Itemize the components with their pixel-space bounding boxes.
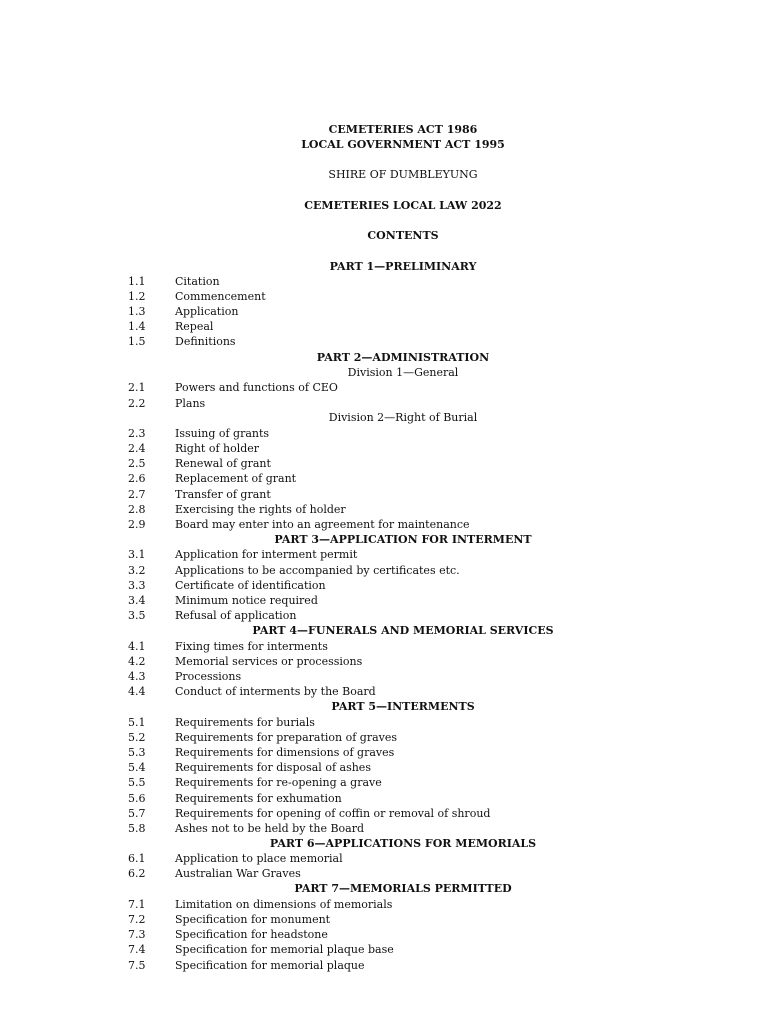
section-title: Applications to be accompanied by certificates etc. bbox=[175, 564, 460, 577]
act-title-cemeteries: CEMETERIES ACT 1986 bbox=[328, 123, 478, 136]
section-title: Conduct of interments by the Board bbox=[175, 685, 376, 698]
section-number: 3.2 bbox=[128, 564, 146, 577]
toc-entry bbox=[0, 609, 770, 624]
section-title: Memorial services or processions bbox=[175, 655, 363, 668]
section-number: 3.4 bbox=[128, 594, 146, 607]
part-heading: PART 5—INTERMENTS bbox=[331, 700, 475, 713]
section-title: Specification for memorial plaque base bbox=[175, 943, 394, 956]
toc-entry bbox=[0, 822, 770, 837]
toc-entry bbox=[0, 472, 770, 487]
section-title: Right of holder bbox=[175, 442, 260, 455]
section-title: Application to place memorial bbox=[175, 852, 343, 865]
toc-entry bbox=[0, 381, 770, 396]
section-title: Limitation on dimensions of memorials bbox=[175, 898, 393, 911]
section-title: Requirements for re-opening a grave bbox=[175, 776, 382, 789]
section-title: Commencement bbox=[175, 290, 266, 303]
toc-entry bbox=[0, 457, 770, 472]
toc-entry bbox=[0, 928, 770, 943]
toc-entry bbox=[0, 776, 770, 791]
section-number: 2.6 bbox=[128, 472, 146, 485]
section-title: Requirements for disposal of ashes bbox=[175, 761, 371, 774]
section-number: 7.1 bbox=[128, 898, 146, 911]
section-title: Processions bbox=[175, 670, 242, 683]
section-title: Transfer of grant bbox=[175, 488, 271, 501]
section-number: 5.1 bbox=[128, 716, 146, 729]
act-title-local-government: LOCAL GOVERNMENT ACT 1995 bbox=[301, 138, 505, 151]
toc-entry bbox=[0, 548, 770, 563]
section-number: 2.2 bbox=[128, 397, 146, 410]
toc-entry bbox=[0, 397, 770, 412]
toc-entry bbox=[0, 290, 770, 305]
division-heading: Division 1—General bbox=[347, 366, 459, 379]
section-title: Renewal of grant bbox=[175, 457, 271, 470]
toc-entry bbox=[0, 335, 770, 350]
toc-entry bbox=[0, 852, 770, 867]
section-number: 2.4 bbox=[128, 442, 146, 455]
section-number: 2.1 bbox=[128, 381, 146, 394]
toc-entry bbox=[0, 305, 770, 320]
toc-entry bbox=[0, 488, 770, 503]
toc-entry bbox=[0, 640, 770, 655]
toc-entry bbox=[0, 503, 770, 518]
section-number: 3.5 bbox=[128, 609, 146, 622]
section-number: 7.2 bbox=[128, 913, 146, 926]
toc-entry bbox=[0, 959, 770, 974]
part-heading: PART 6—APPLICATIONS FOR MEMORIALS bbox=[269, 837, 537, 850]
section-number: 1.2 bbox=[128, 290, 146, 303]
toc-entry bbox=[0, 731, 770, 746]
toc-entry bbox=[0, 594, 770, 609]
section-number: 4.2 bbox=[128, 655, 146, 668]
section-number: 4.3 bbox=[128, 670, 146, 683]
contents-heading: CONTENTS bbox=[367, 229, 439, 242]
section-number: 2.3 bbox=[128, 427, 146, 440]
section-title: Minimum notice required bbox=[175, 594, 318, 607]
section-number: 5.6 bbox=[128, 792, 146, 805]
section-number: 7.4 bbox=[128, 943, 146, 956]
part-heading: PART 2—ADMINISTRATION bbox=[316, 351, 490, 364]
section-title: Requirements for dimensions of graves bbox=[175, 746, 395, 759]
section-number: 4.4 bbox=[128, 685, 146, 698]
section-number: 3.1 bbox=[128, 548, 146, 561]
section-title: Citation bbox=[175, 275, 220, 288]
section-number: 1.5 bbox=[128, 335, 146, 348]
toc-entry bbox=[0, 518, 770, 533]
part-heading: PART 1—PRELIMINARY bbox=[329, 260, 477, 273]
section-title: Replacement of grant bbox=[175, 472, 297, 485]
toc-entry bbox=[0, 275, 770, 290]
toc-entry bbox=[0, 564, 770, 579]
section-title: Fixing times for interments bbox=[175, 640, 328, 653]
part-heading: PART 3—APPLICATION FOR INTERMENT bbox=[274, 533, 532, 546]
toc-entry bbox=[0, 670, 770, 685]
section-title: Requirements for preparation of graves bbox=[175, 731, 398, 744]
section-title: Plans bbox=[175, 397, 206, 410]
section-number: 5.2 bbox=[128, 731, 146, 744]
toc-entry bbox=[0, 898, 770, 913]
section-title: Application for interment permit bbox=[175, 548, 358, 561]
toc-entry bbox=[0, 792, 770, 807]
section-number: 1.3 bbox=[128, 305, 146, 318]
toc-entry bbox=[0, 685, 770, 700]
toc-entry bbox=[0, 807, 770, 822]
section-number: 6.2 bbox=[128, 867, 146, 880]
section-number: 6.1 bbox=[128, 852, 146, 865]
section-number: 5.7 bbox=[128, 807, 146, 820]
section-title: Certificate of identification bbox=[175, 579, 326, 592]
section-number: 2.8 bbox=[128, 503, 146, 516]
section-title: Specification for memorial plaque bbox=[175, 959, 365, 972]
section-number: 5.3 bbox=[128, 746, 146, 759]
toc-entry bbox=[0, 761, 770, 776]
toc-entry bbox=[0, 867, 770, 882]
section-title: Board may enter into an agreement for maintenance bbox=[175, 518, 470, 531]
toc-entry bbox=[0, 746, 770, 761]
section-title: Issuing of grants bbox=[175, 427, 270, 440]
section-title: Refusal of application bbox=[175, 609, 297, 622]
toc-entry bbox=[0, 716, 770, 731]
section-number: 5.5 bbox=[128, 776, 146, 789]
local-law-title: CEMETERIES LOCAL LAW 2022 bbox=[304, 199, 502, 212]
section-title: Requirements for exhumation bbox=[175, 792, 342, 805]
toc-entry bbox=[0, 655, 770, 670]
toc-entry bbox=[0, 427, 770, 442]
part-heading: PART 4—FUNERALS AND MEMORIAL SERVICES bbox=[252, 624, 554, 637]
toc-entry bbox=[0, 943, 770, 958]
section-number: 5.8 bbox=[128, 822, 146, 835]
toc-entry bbox=[0, 320, 770, 335]
section-title: Definitions bbox=[175, 335, 236, 348]
section-number: 2.9 bbox=[128, 518, 146, 531]
section-title: Application bbox=[175, 305, 239, 318]
division-heading: Division 2—Right of Burial bbox=[328, 411, 478, 424]
section-number: 1.1 bbox=[128, 275, 146, 288]
section-number: 2.5 bbox=[128, 457, 146, 470]
section-title: Australian War Graves bbox=[175, 867, 301, 880]
section-title: Exercising the rights of holder bbox=[175, 503, 346, 516]
section-title: Powers and functions of CEO bbox=[175, 381, 338, 394]
section-title: Requirements for burials bbox=[175, 716, 315, 729]
section-title: Repeal bbox=[175, 320, 214, 333]
toc-entry bbox=[0, 913, 770, 928]
toc-entry bbox=[0, 442, 770, 457]
section-title: Ashes not to be held by the Board bbox=[175, 822, 365, 835]
section-number: 4.1 bbox=[128, 640, 146, 653]
section-number: 2.7 bbox=[128, 488, 146, 501]
section-number: 7.5 bbox=[128, 959, 146, 972]
section-title: Requirements for opening of coffin or removal of shroud bbox=[175, 807, 491, 820]
section-number: 3.3 bbox=[128, 579, 146, 592]
section-number: 1.4 bbox=[128, 320, 146, 333]
shire-name: SHIRE OF DUMBLEYUNG bbox=[328, 168, 478, 181]
section-number: 5.4 bbox=[128, 761, 146, 774]
toc-entry bbox=[0, 579, 770, 594]
part-heading: PART 7—MEMORIALS PERMITTED bbox=[294, 882, 512, 895]
section-number: 7.3 bbox=[128, 928, 146, 941]
section-title: Specification for monument bbox=[175, 913, 331, 926]
section-title: Specification for headstone bbox=[175, 928, 328, 941]
